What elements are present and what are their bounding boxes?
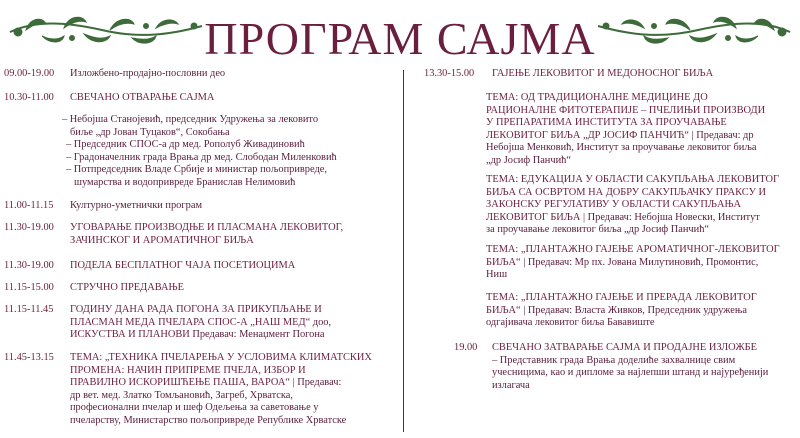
entry-text: ЗАЧИНСКОГ И АРОМАТИЧНОГ БИЉА [70, 234, 254, 246]
entry-text: пчеларству, Министарство пољопривреде Републике Хрватске [70, 415, 347, 426]
entry-time: 09.00-19.00 [4, 68, 55, 79]
entry-text: ПЛАСМАН МЕДА ПЧЕЛАРА СПОС-А „НАШ МЕД“ доо, [70, 316, 332, 328]
entry-time: 13.30-15.00 [424, 68, 475, 79]
entry-time: 11.15-11.45 [4, 304, 54, 315]
page-title: ПРОГРАМ САЈМА [204, 13, 596, 64]
column-divider [403, 70, 404, 432]
entry-time: 11.15-15.00 [4, 282, 54, 293]
speaker-line: – Градоначелник града Врања др мед. Слободан Миленковић [66, 151, 337, 163]
entry-text: СТРУЧНО ПРЕДАВАЊЕ [70, 282, 184, 293]
entry-time: 11.30-19.00 [4, 260, 54, 271]
entry-text: др вет. мед. Златко Томљановић, Загреб, Хрватска, [70, 389, 293, 401]
entry-time: 11.30-19.00 [4, 222, 54, 233]
header [0, 0, 800, 66]
right-ornament-icon [594, 14, 794, 48]
entry-text: ИСКУСТВА И ПЛАНОВИ Предавач: Менаџмент Погона [70, 329, 325, 341]
speaker-line: биље „др Јован Туцаков“, Сокобања [70, 126, 230, 138]
entry-time: 11.45-13.15 [4, 352, 54, 363]
entry-text: ГАЈЕЊЕ ЛЕКОВИТОГ И МЕДОНОСНОГ БИЉА [492, 68, 714, 79]
entry-text: ПОДЕЛА БЕСПЛАТНОГ ЧАЈА ПОСЕТИОЦИМА [70, 260, 296, 271]
entry-text: СВЕЧАНО ЗАТВАРАЊЕ САЈМА И ПРОДАЈНЕ ИЗЛОЖБЕ [492, 342, 757, 353]
entry-text: професионални пчелар и шеф Одељења за саветовање у [70, 402, 319, 414]
entry-text: УГОВАРАЊЕ ПРОИЗВОДЊЕ И ПЛАСМАНА ЛЕКОВИТОГ, [70, 222, 344, 233]
entry-time: 10.30-11.00 [4, 92, 54, 103]
entry-text: Културно-уметнички програм [70, 200, 203, 211]
entry-text: ПРОМЕНА: НАЧИН ПРИПРЕМЕ ПЧЕЛА, ИЗБОР И [70, 364, 306, 376]
speaker-line: – Небојша Станојевић, председник Удружења за лековито [62, 114, 319, 125]
speaker-line: – Председник СПОС-а др мед. Рополуб Живадиновић [66, 139, 305, 151]
entry-time: 19.00 [454, 342, 478, 353]
entry-text: СВЕЧАНО ОТВАРАЊЕ САЈМА [70, 92, 215, 103]
speaker-line: шумарства и водопривреде Бранислав Нелимовић [74, 177, 296, 188]
entry-text: ТЕМА: „ТЕХНИКА ПЧЕЛАРЕЊА У УСЛОВИМА КЛИМАТСКИХ [70, 352, 372, 363]
entry-text: ГОДИНУ ДАНА РАДА ПОГОНА ЗА ПРИКУПЉАЊЕ И [70, 304, 322, 315]
speaker-line: – Потпредседник Владе Србије и министар пољопривреде, [66, 164, 327, 176]
entry-text: Изложбено-продајно-пословни део [70, 68, 226, 79]
entry-text: ПРАВИЛНО ИСКОРИШЋЕЊЕ ПАША, ВАРОА“ | Предавач: [70, 377, 342, 389]
entry-time: 11.00-11.15 [4, 200, 54, 211]
